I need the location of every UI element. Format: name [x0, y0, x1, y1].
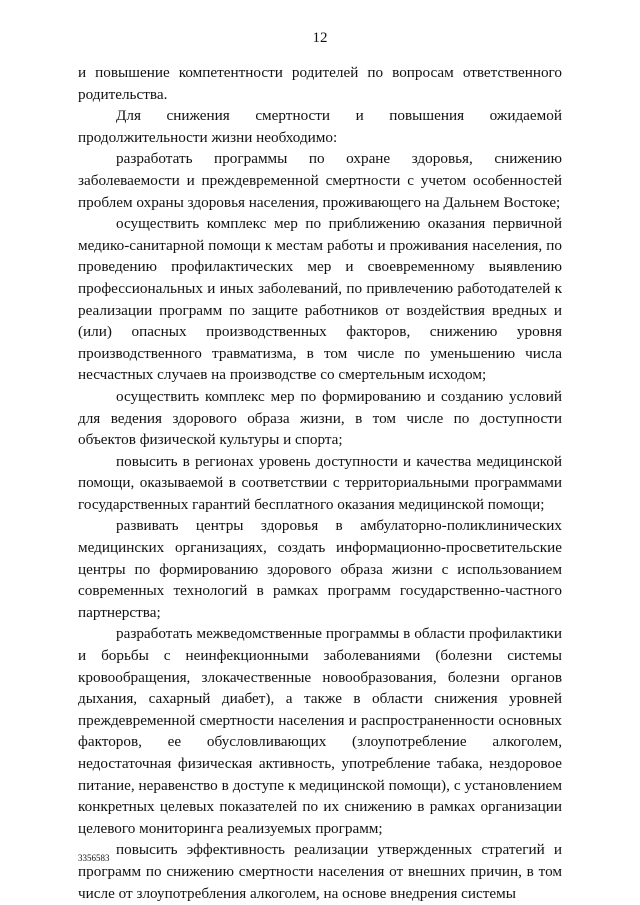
paragraph: и повышение компетентности родителей по вопросам ответственного родительства. — [78, 64, 562, 103]
paragraph: Для снижения смертности и повышения ожидаемой продолжительности жизни необходимо: — [78, 107, 562, 146]
page-number: 12 — [312, 30, 328, 46]
paragraph: осуществить комплекс мер по приближению оказания первичной медико-санитарной помощи к местам работы и проживания населения, по проведению профилактических мер и своевременному выявлению профессиональных и иных заболеваний, по привлечению работодателей к реализации программ по защите работников от воздействия вредных и (или) опасных производственных факторов, снижению уровня производственного травматизма, в том числе по уменьшению числа несчастных случаев на производстве со смертельным исходом; — [78, 215, 562, 384]
document-body — [78, 62, 562, 904]
paragraph: повысить в регионах уровень доступности и качества медицинской помощи, оказываемой в соответствии с территориальными программами государственных гарантий бесплатного оказания медицинской помощи; — [78, 452, 562, 513]
paragraph: осуществить комплекс мер по формированию и созданию условий для ведения здорового образа жизни, в том числе по доступности объектов физической культуры и спорта; — [78, 387, 562, 449]
paragraph: разработать межведомственные программы в области профилактики и борьбы с неинфекционными заболеваниями (болезни системы кровообращения, злокачественные новообразования, болезни органов дыхания, сахарный диабет), а также в области снижения уровней преждевременной смертности населения и распространенности основных факторов, ее обусловливающих (злоупотребление алкоголем, недостаточная физическая активность, употребление табака, нездоровое питание, неравенство в доступе к медицинской помощи), с установлением конкретных целевых показателей по их снижению в рамках организации целевого мониторинга реализуемых программ; — [78, 625, 562, 837]
paragraph: разработать программы по охране здоровья, снижению заболеваемости и преждевременной смертности с учетом особенностей проблем охраны здоровья населения, проживающего на Дальнем Востоке; — [78, 150, 562, 211]
paragraph: развивать центры здоровья в амбулаторно-поликлинических медицинских организациях, создать информационно-просветительские центры по формированию здорового образа жизни с использованием современных технологий в рамках программ государственно-частного партнерства; — [78, 517, 562, 621]
document-id: 3356583 — [78, 853, 110, 863]
paragraph: повысить эффективность реализации утвержденных стратегий и программ по снижению смертности населения от внешних причин, в том числе от злоупотребления алкоголем, на основе внедрения системы — [78, 841, 562, 902]
